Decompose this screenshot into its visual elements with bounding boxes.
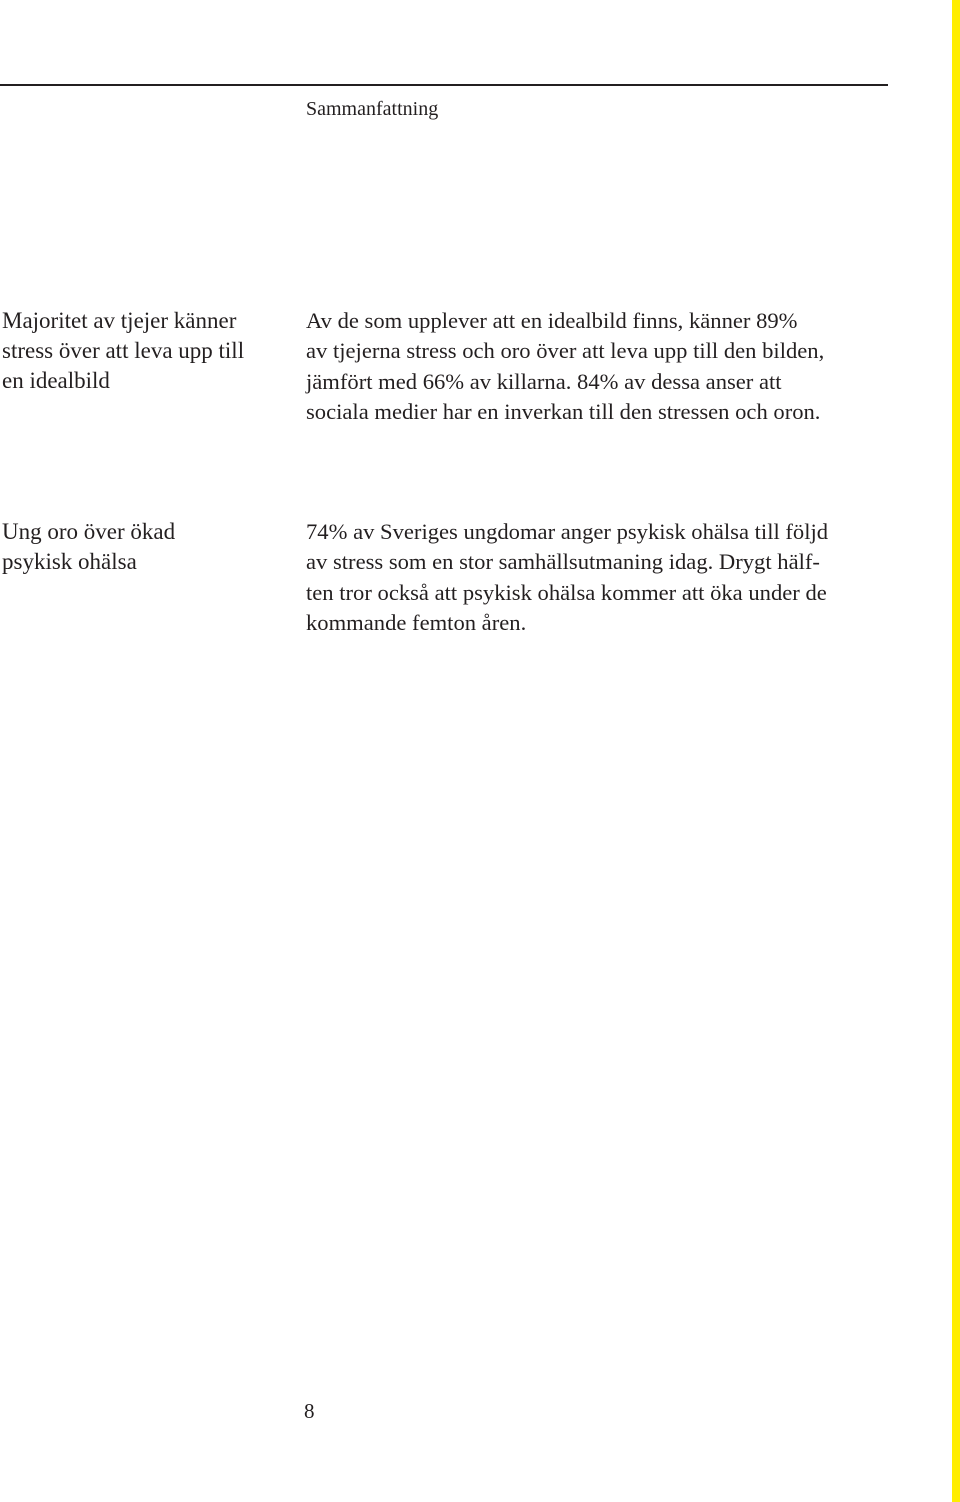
heading-line: stress över att leva upp till	[2, 338, 245, 363]
header-rule	[0, 84, 888, 86]
body-line: jämfört med 66% av killarna. 84% av dessa anser att	[306, 368, 782, 394]
section-heading	[2, 517, 272, 577]
heading-line: en idealbild	[2, 368, 110, 393]
body-line: ten tror också att psykisk ohälsa kommer att öka under de	[306, 579, 827, 605]
section-heading	[2, 306, 272, 396]
page-number: 8	[304, 1399, 315, 1423]
body-line: av tjejerna stress och oro över att leva upp till den bilden,	[306, 338, 825, 364]
running-header: Sammanfattning	[306, 98, 439, 120]
heading-line: Ung oro över ökad	[2, 519, 176, 544]
body-line: Av de som upplever att en idealbild finns, känner 89%	[306, 308, 798, 333]
section-body	[306, 517, 886, 638]
body-line: 74% av Sveriges ungdomar anger psykisk ohälsa till följd	[306, 519, 829, 544]
body-line: kommande femton åren.	[306, 609, 527, 635]
body-line: sociala medier har en inverkan till den stressen och oron.	[306, 398, 821, 424]
section-body	[306, 306, 886, 427]
yellow-edge-bar	[952, 0, 960, 1502]
body-line: av stress som en stor samhällsutmaning idag. Drygt hälf-	[306, 549, 820, 575]
heading-line: psykisk ohälsa	[2, 549, 137, 574]
heading-line: Majoritet av tjejer känner	[2, 308, 237, 333]
